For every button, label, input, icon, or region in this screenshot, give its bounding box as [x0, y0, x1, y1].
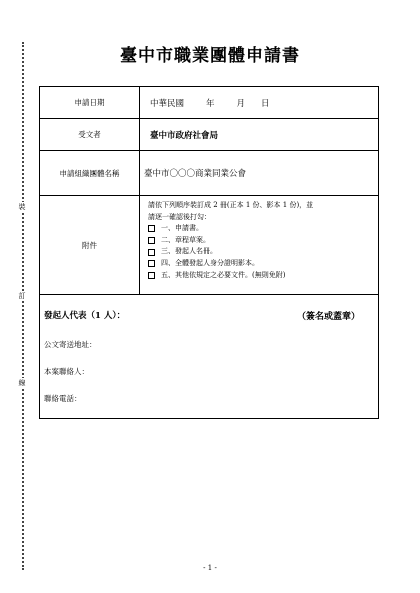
- date-day: 日: [261, 98, 270, 109]
- date-month: 月: [236, 98, 246, 109]
- attachment-item-id-copies[interactable]: [148, 258, 372, 270]
- attachment-item-label: 四、全體發起人身分證明影本。: [161, 258, 259, 267]
- page-number: - 1 -: [203, 564, 217, 572]
- binding-mark-zhuang: 裝: [16, 202, 28, 212]
- attachment-item-label: 五、其他依規定之必要文件。(無則免附): [161, 270, 286, 279]
- signature-or-seal-label: （簽名或蓋章）: [296, 312, 360, 322]
- attachment-item-founders-list[interactable]: [148, 246, 372, 258]
- value-application-date[interactable]: [140, 87, 378, 118]
- checkbox[interactable]: [148, 249, 155, 256]
- value-org-name[interactable]: 臺中市〇〇〇商業同業公會: [144, 169, 247, 179]
- attachments-intro-2: 請逐一確認後打勾：: [148, 212, 211, 221]
- value-recipient: 臺中市政府社會局: [150, 130, 219, 141]
- row-application-date: [40, 87, 378, 119]
- label-recipient: 受文者: [40, 119, 140, 150]
- application-form-table: [39, 86, 379, 419]
- checkbox[interactable]: [148, 260, 155, 267]
- checkbox[interactable]: [148, 237, 155, 244]
- attachment-item-label: 三、發起人名冊。: [161, 247, 217, 256]
- attachments-intro-1: 請依下列順序裝訂成 2 冊(正本 1 份、影本 1 份)，並: [148, 201, 314, 209]
- label-application-date: 申請日期: [40, 87, 140, 118]
- checkbox[interactable]: [148, 225, 155, 232]
- mailing-address-field[interactable]: 公文寄送地址：: [44, 340, 97, 349]
- binding-dotted-line: [22, 42, 24, 570]
- attachments-content: [140, 196, 378, 294]
- attachment-item-label: 二、章程草案。: [161, 235, 210, 244]
- attachment-item-application[interactable]: [148, 223, 372, 235]
- attachment-item-charter[interactable]: [148, 235, 372, 247]
- row-recipient: [40, 119, 378, 151]
- label-attachments: 附件: [40, 196, 140, 294]
- date-year: 年: [206, 98, 215, 109]
- binding-mark-xian: 線: [16, 378, 28, 388]
- row-attachments: [40, 196, 378, 295]
- contact-person-field[interactable]: 本案聯絡人：: [44, 367, 89, 376]
- phone-field[interactable]: 聯絡電話：: [44, 394, 82, 403]
- checkbox[interactable]: [148, 272, 155, 279]
- attachment-item-other-docs[interactable]: [148, 270, 372, 282]
- attachment-item-label: 一、申請書。: [161, 224, 203, 233]
- row-org-name: [40, 151, 378, 196]
- binding-mark-ding: 訂: [16, 291, 28, 301]
- row-representative: [40, 295, 378, 420]
- document-title: 臺中市職業團體申請書: [120, 46, 300, 66]
- label-org-name: 申請組織團體名稱: [40, 151, 140, 195]
- date-era: 中華民國: [150, 98, 185, 109]
- representative-label: 發起人代表（1 人）：: [44, 311, 126, 321]
